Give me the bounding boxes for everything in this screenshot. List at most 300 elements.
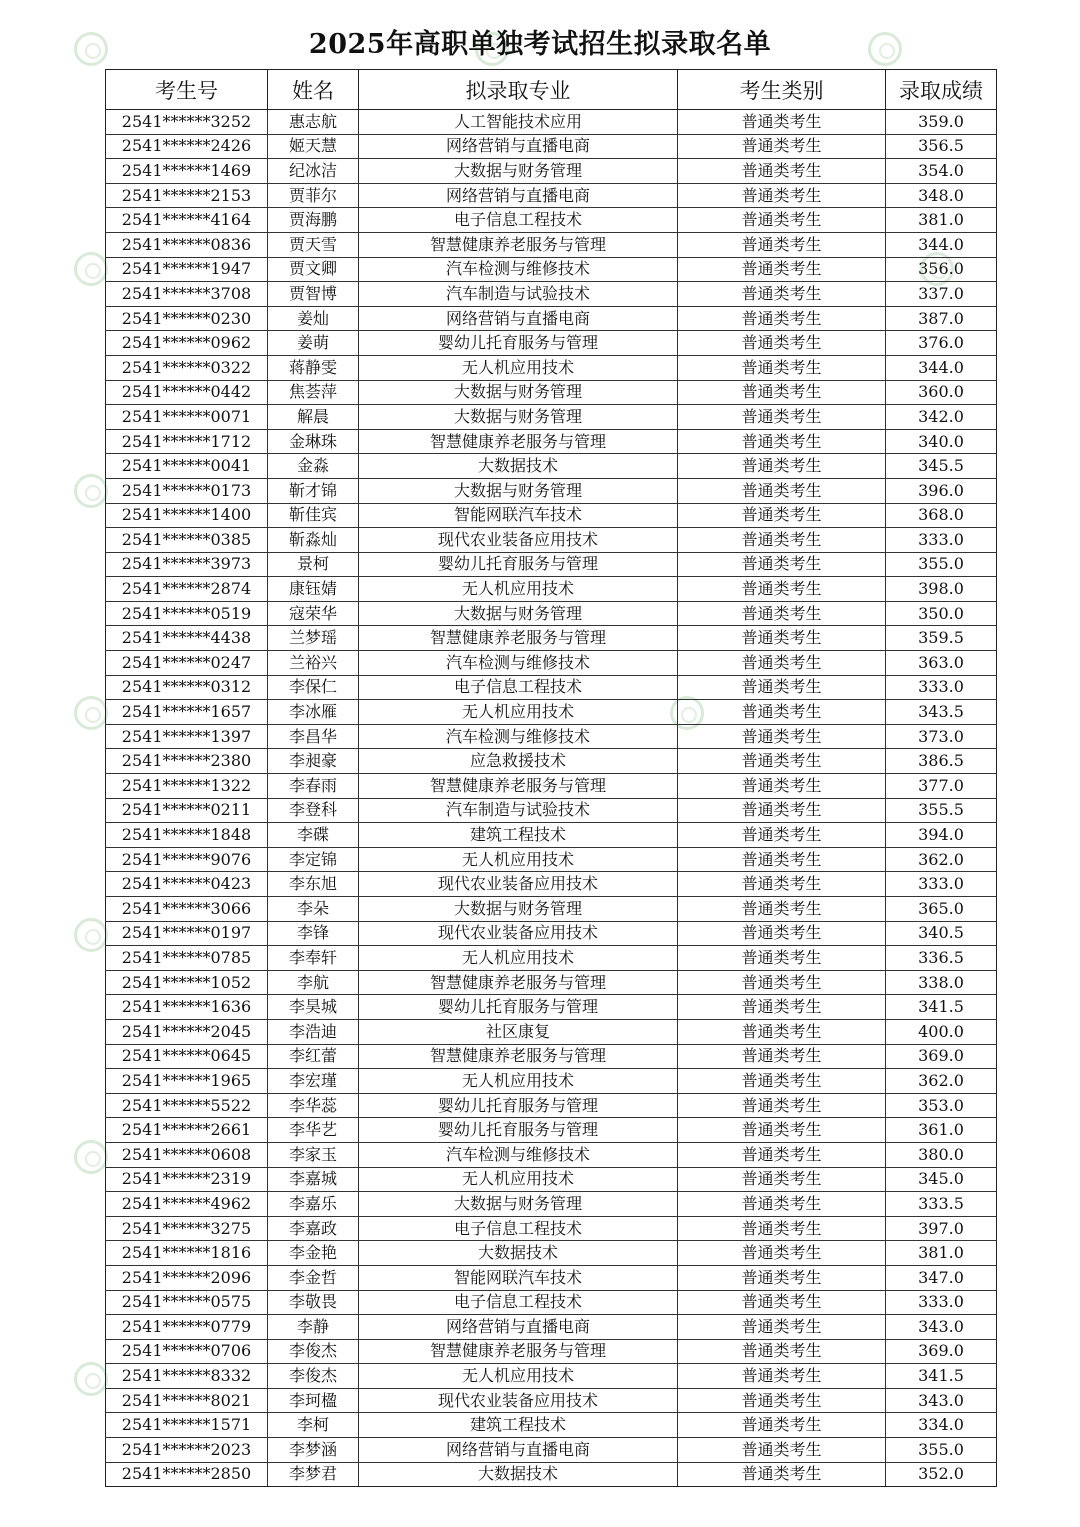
score-cell: 333.0 [886, 528, 997, 553]
major-cell: 智慧健康养老服务与管理 [359, 970, 678, 995]
table-row [106, 700, 997, 725]
major-cell: 大数据与财务管理 [359, 478, 678, 503]
major-cell: 无人机应用技术 [359, 1364, 678, 1389]
name-cell: 靳淼灿 [268, 528, 359, 553]
exam-number-cell: 2541******2850 [106, 1462, 268, 1487]
column-header-name: 姓名 [268, 70, 359, 110]
exam-number-cell: 2541******8332 [106, 1364, 268, 1389]
table-row [106, 823, 997, 848]
score-cell: 362.0 [886, 847, 997, 872]
major-cell: 无人机应用技术 [359, 946, 678, 971]
category-cell: 普通类考生 [678, 601, 886, 626]
category-cell: 普通类考生 [678, 1044, 886, 1069]
category-cell: 普通类考生 [678, 1438, 886, 1463]
score-cell: 340.0 [886, 429, 997, 454]
exam-number-cell: 2541******2096 [106, 1265, 268, 1290]
score-cell: 380.0 [886, 1142, 997, 1167]
name-cell: 李锋 [268, 921, 359, 946]
major-cell: 婴幼儿托育服务与管理 [359, 995, 678, 1020]
exam-number-cell: 2541******3973 [106, 552, 268, 577]
score-cell: 350.0 [886, 601, 997, 626]
category-cell: 普通类考生 [678, 405, 886, 430]
exam-number-cell: 2541******0608 [106, 1142, 268, 1167]
score-cell: 397.0 [886, 1216, 997, 1241]
score-cell: 348.0 [886, 183, 997, 208]
category-cell: 普通类考生 [678, 380, 886, 405]
score-cell: 400.0 [886, 1019, 997, 1044]
name-cell: 寇荣华 [268, 601, 359, 626]
table-row [106, 995, 997, 1020]
table-row [106, 306, 997, 331]
table-row [106, 355, 997, 380]
major-cell: 建筑工程技术 [359, 1413, 678, 1438]
table-row [106, 1019, 997, 1044]
table-body [106, 110, 997, 1487]
table-row [106, 675, 997, 700]
major-cell: 无人机应用技术 [359, 847, 678, 872]
name-cell: 惠志航 [268, 110, 359, 135]
category-cell: 普通类考生 [678, 454, 886, 479]
table-row [106, 1241, 997, 1266]
category-cell: 普通类考生 [678, 651, 886, 676]
table-row [106, 257, 997, 282]
score-cell: 377.0 [886, 774, 997, 799]
table-row [106, 528, 997, 553]
category-cell: 普通类考生 [678, 159, 886, 184]
category-cell: 普通类考生 [678, 257, 886, 282]
exam-number-cell: 2541******2661 [106, 1118, 268, 1143]
category-cell: 普通类考生 [678, 1290, 886, 1315]
score-cell: 347.0 [886, 1265, 997, 1290]
name-cell: 靳佳宾 [268, 503, 359, 528]
major-cell: 现代农业装备应用技术 [359, 921, 678, 946]
score-cell: 376.0 [886, 331, 997, 356]
exam-number-cell: 2541******2023 [106, 1438, 268, 1463]
exam-number-cell: 2541******1947 [106, 257, 268, 282]
score-cell: 342.0 [886, 405, 997, 430]
major-cell: 应急救援技术 [359, 749, 678, 774]
exam-number-cell: 2541******1965 [106, 1069, 268, 1094]
exam-number-cell: 2541******1636 [106, 995, 268, 1020]
exam-number-cell: 2541******0706 [106, 1339, 268, 1364]
score-cell: 369.0 [886, 1339, 997, 1364]
major-cell: 大数据与财务管理 [359, 897, 678, 922]
exam-number-cell: 2541******2045 [106, 1019, 268, 1044]
name-cell: 李俊杰 [268, 1339, 359, 1364]
major-cell: 无人机应用技术 [359, 700, 678, 725]
major-cell: 大数据与财务管理 [359, 1192, 678, 1217]
name-cell: 金淼 [268, 454, 359, 479]
score-cell: 381.0 [886, 1241, 997, 1266]
table-row [106, 183, 997, 208]
page-title: 2025年高职单独考试招生拟录取名单 [308, 29, 772, 60]
exam-number-cell: 2541******0785 [106, 946, 268, 971]
table-row [106, 110, 997, 135]
score-cell: 355.5 [886, 798, 997, 823]
major-cell: 汽车制造与试验技术 [359, 282, 678, 307]
score-cell: 356.5 [886, 134, 997, 159]
watermark-seal-icon [74, 1362, 108, 1396]
category-cell: 普通类考生 [678, 774, 886, 799]
major-cell: 大数据与财务管理 [359, 159, 678, 184]
name-cell: 李冰雁 [268, 700, 359, 725]
exam-number-cell: 2541******3066 [106, 897, 268, 922]
score-cell: 341.5 [886, 1364, 997, 1389]
name-cell: 李俊杰 [268, 1364, 359, 1389]
exam-number-cell: 2541******0645 [106, 1044, 268, 1069]
exam-number-cell: 2541******3708 [106, 282, 268, 307]
exam-number-cell: 2541******0423 [106, 872, 268, 897]
table-row [106, 1044, 997, 1069]
name-cell: 纪冰洁 [268, 159, 359, 184]
watermark-seal-icon [74, 696, 108, 730]
score-cell: 333.0 [886, 872, 997, 897]
major-cell: 建筑工程技术 [359, 823, 678, 848]
major-cell: 电子信息工程技术 [359, 208, 678, 233]
table-row [106, 429, 997, 454]
name-cell: 李碟 [268, 823, 359, 848]
exam-number-cell: 2541******0211 [106, 798, 268, 823]
exam-number-cell: 2541******0385 [106, 528, 268, 553]
score-cell: 381.0 [886, 208, 997, 233]
admission-list-table [105, 69, 997, 1487]
major-cell: 现代农业装备应用技术 [359, 1388, 678, 1413]
name-cell: 李金哲 [268, 1265, 359, 1290]
exam-number-cell: 2541******1052 [106, 970, 268, 995]
name-cell: 李珂楹 [268, 1388, 359, 1413]
category-cell: 普通类考生 [678, 183, 886, 208]
major-cell: 无人机应用技术 [359, 577, 678, 602]
name-cell: 贾菲尔 [268, 183, 359, 208]
name-cell: 金琳珠 [268, 429, 359, 454]
exam-number-cell: 2541******0247 [106, 651, 268, 676]
exam-number-cell: 2541******0962 [106, 331, 268, 356]
category-cell: 普通类考生 [678, 429, 886, 454]
category-cell: 普通类考生 [678, 675, 886, 700]
major-cell: 网络营销与直播电商 [359, 306, 678, 331]
major-cell: 无人机应用技术 [359, 1167, 678, 1192]
table-row [106, 331, 997, 356]
exam-number-cell: 2541******2380 [106, 749, 268, 774]
score-cell: 356.0 [886, 257, 997, 282]
major-cell: 婴幼儿托育服务与管理 [359, 331, 678, 356]
name-cell: 李昌华 [268, 724, 359, 749]
name-cell: 李柯 [268, 1413, 359, 1438]
category-cell: 普通类考生 [678, 724, 886, 749]
category-cell: 普通类考生 [678, 478, 886, 503]
name-cell: 康钰婧 [268, 577, 359, 602]
table-row [106, 651, 997, 676]
exam-number-cell: 2541******0041 [106, 454, 268, 479]
name-cell: 李航 [268, 970, 359, 995]
category-cell: 普通类考生 [678, 823, 886, 848]
major-cell: 大数据技术 [359, 454, 678, 479]
table-row [106, 749, 997, 774]
name-cell: 蒋静雯 [268, 355, 359, 380]
name-cell: 李昊城 [268, 995, 359, 1020]
exam-number-cell: 2541******1816 [106, 1241, 268, 1266]
major-cell: 汽车检测与维修技术 [359, 651, 678, 676]
category-cell: 普通类考生 [678, 1339, 886, 1364]
category-cell: 普通类考生 [678, 306, 886, 331]
table-row [106, 1339, 997, 1364]
column-header-category: 考生类别 [678, 70, 886, 110]
name-cell: 李春雨 [268, 774, 359, 799]
major-cell: 现代农业装备应用技术 [359, 872, 678, 897]
score-cell: 352.0 [886, 1462, 997, 1487]
exam-number-cell: 2541******0197 [106, 921, 268, 946]
score-cell: 343.5 [886, 700, 997, 725]
major-cell: 婴幼儿托育服务与管理 [359, 552, 678, 577]
name-cell: 贾文卿 [268, 257, 359, 282]
score-cell: 343.0 [886, 1315, 997, 1340]
table-row [106, 454, 997, 479]
major-cell: 大数据与财务管理 [359, 601, 678, 626]
column-header-score: 录取成绩 [886, 70, 997, 110]
category-cell: 普通类考生 [678, 1167, 886, 1192]
table-row [106, 380, 997, 405]
category-cell: 普通类考生 [678, 946, 886, 971]
table-row [106, 208, 997, 233]
table-row [106, 847, 997, 872]
name-cell: 靳才锦 [268, 478, 359, 503]
table-row [106, 774, 997, 799]
major-cell: 现代农业装备应用技术 [359, 528, 678, 553]
exam-number-cell: 2541******0442 [106, 380, 268, 405]
score-cell: 361.0 [886, 1118, 997, 1143]
name-cell: 兰梦瑶 [268, 626, 359, 651]
score-cell: 396.0 [886, 478, 997, 503]
score-cell: 353.0 [886, 1093, 997, 1118]
major-cell: 婴幼儿托育服务与管理 [359, 1093, 678, 1118]
table-row [106, 232, 997, 257]
major-cell: 网络营销与直播电商 [359, 183, 678, 208]
table-row [106, 1315, 997, 1340]
category-cell: 普通类考生 [678, 700, 886, 725]
exam-number-cell: 2541******1397 [106, 724, 268, 749]
exam-number-cell: 2541******0575 [106, 1290, 268, 1315]
table-row [106, 577, 997, 602]
score-cell: 365.0 [886, 897, 997, 922]
category-cell: 普通类考生 [678, 970, 886, 995]
score-cell: 344.0 [886, 232, 997, 257]
major-cell: 智慧健康养老服务与管理 [359, 1339, 678, 1364]
major-cell: 汽车检测与维修技术 [359, 257, 678, 282]
table-row [106, 626, 997, 651]
name-cell: 李朵 [268, 897, 359, 922]
name-cell: 李浩迪 [268, 1019, 359, 1044]
name-cell: 姜灿 [268, 306, 359, 331]
category-cell: 普通类考生 [678, 552, 886, 577]
table-row [106, 1265, 997, 1290]
score-cell: 333.0 [886, 1290, 997, 1315]
table-row [106, 134, 997, 159]
exam-number-cell: 2541******1400 [106, 503, 268, 528]
table-row [106, 798, 997, 823]
exam-number-cell: 2541******0071 [106, 405, 268, 430]
major-cell: 大数据技术 [359, 1241, 678, 1266]
exam-number-cell: 2541******5522 [106, 1093, 268, 1118]
table-row [106, 1388, 997, 1413]
score-cell: 355.0 [886, 552, 997, 577]
score-cell: 334.0 [886, 1413, 997, 1438]
name-cell: 李宏瑾 [268, 1069, 359, 1094]
score-cell: 341.5 [886, 995, 997, 1020]
major-cell: 智慧健康养老服务与管理 [359, 626, 678, 651]
name-cell: 李金艳 [268, 1241, 359, 1266]
exam-number-cell: 2541******0173 [106, 478, 268, 503]
score-cell: 359.5 [886, 626, 997, 651]
name-cell: 李华艺 [268, 1118, 359, 1143]
table-row [106, 478, 997, 503]
name-cell: 李红蕾 [268, 1044, 359, 1069]
exam-number-cell: 2541******9076 [106, 847, 268, 872]
category-cell: 普通类考生 [678, 232, 886, 257]
category-cell: 普通类考生 [678, 995, 886, 1020]
table-row [106, 921, 997, 946]
name-cell: 李敬畏 [268, 1290, 359, 1315]
table-row [106, 1069, 997, 1094]
category-cell: 普通类考生 [678, 577, 886, 602]
name-cell: 李梦涵 [268, 1438, 359, 1463]
category-cell: 普通类考生 [678, 1069, 886, 1094]
major-cell: 人工智能技术应用 [359, 110, 678, 135]
exam-number-cell: 2541******4164 [106, 208, 268, 233]
category-cell: 普通类考生 [678, 282, 886, 307]
score-cell: 336.5 [886, 946, 997, 971]
exam-number-cell: 2541******1848 [106, 823, 268, 848]
table-row [106, 1216, 997, 1241]
major-cell: 社区康复 [359, 1019, 678, 1044]
score-cell: 337.0 [886, 282, 997, 307]
major-cell: 婴幼儿托育服务与管理 [359, 1118, 678, 1143]
name-cell: 贾天雪 [268, 232, 359, 257]
category-cell: 普通类考生 [678, 1118, 886, 1143]
score-cell: 355.0 [886, 1438, 997, 1463]
score-cell: 338.0 [886, 970, 997, 995]
score-cell: 340.5 [886, 921, 997, 946]
name-cell: 景柯 [268, 552, 359, 577]
name-cell: 李奉轩 [268, 946, 359, 971]
major-cell: 电子信息工程技术 [359, 1290, 678, 1315]
score-cell: 373.0 [886, 724, 997, 749]
exam-number-cell: 2541******3252 [106, 110, 268, 135]
category-cell: 普通类考生 [678, 134, 886, 159]
major-cell: 电子信息工程技术 [359, 1216, 678, 1241]
table-row [106, 552, 997, 577]
name-cell: 李昶豪 [268, 749, 359, 774]
score-cell: 363.0 [886, 651, 997, 676]
category-cell: 普通类考生 [678, 1265, 886, 1290]
column-header-exam-number: 考生号 [106, 70, 268, 110]
score-cell: 359.0 [886, 110, 997, 135]
score-cell: 333.0 [886, 675, 997, 700]
table-row [106, 1364, 997, 1389]
table-row [106, 1462, 997, 1487]
category-cell: 普通类考生 [678, 1093, 886, 1118]
name-cell: 李东旭 [268, 872, 359, 897]
category-cell: 普通类考生 [678, 1413, 886, 1438]
table-row [106, 897, 997, 922]
category-cell: 普通类考生 [678, 1192, 886, 1217]
category-cell: 普通类考生 [678, 1364, 886, 1389]
table-row [106, 1438, 997, 1463]
exam-number-cell: 2541******2319 [106, 1167, 268, 1192]
table-row [106, 1118, 997, 1143]
category-cell: 普通类考生 [678, 355, 886, 380]
major-cell: 智能网联汽车技术 [359, 503, 678, 528]
major-cell: 汽车检测与维修技术 [359, 724, 678, 749]
major-cell: 网络营销与直播电商 [359, 1315, 678, 1340]
table-row [106, 724, 997, 749]
name-cell: 李静 [268, 1315, 359, 1340]
exam-number-cell: 2541******2426 [106, 134, 268, 159]
major-cell: 汽车制造与试验技术 [359, 798, 678, 823]
name-cell: 贾智博 [268, 282, 359, 307]
table-row [106, 1290, 997, 1315]
name-cell: 焦荟萍 [268, 380, 359, 405]
name-cell: 兰裕兴 [268, 651, 359, 676]
exam-number-cell: 2541******0312 [106, 675, 268, 700]
category-cell: 普通类考生 [678, 626, 886, 651]
exam-number-cell: 2541******0322 [106, 355, 268, 380]
exam-number-cell: 2541******3275 [106, 1216, 268, 1241]
table-row [106, 503, 997, 528]
category-cell: 普通类考生 [678, 749, 886, 774]
table-row [106, 405, 997, 430]
category-cell: 普通类考生 [678, 897, 886, 922]
category-cell: 普通类考生 [678, 528, 886, 553]
watermark-seal-icon [74, 474, 108, 508]
category-cell: 普通类考生 [678, 503, 886, 528]
name-cell: 李梦君 [268, 1462, 359, 1487]
score-cell: 386.5 [886, 749, 997, 774]
exam-number-cell: 2541******0230 [106, 306, 268, 331]
score-cell: 345.5 [886, 454, 997, 479]
category-cell: 普通类考生 [678, 847, 886, 872]
score-cell: 368.0 [886, 503, 997, 528]
table-row [106, 1413, 997, 1438]
score-cell: 360.0 [886, 380, 997, 405]
score-cell: 354.0 [886, 159, 997, 184]
exam-number-cell: 2541******4962 [106, 1192, 268, 1217]
score-cell: 394.0 [886, 823, 997, 848]
major-cell: 网络营销与直播电商 [359, 1438, 678, 1463]
major-cell: 大数据与财务管理 [359, 405, 678, 430]
category-cell: 普通类考生 [678, 1216, 886, 1241]
watermark-seal-icon [74, 918, 108, 952]
exam-number-cell: 2541******1469 [106, 159, 268, 184]
name-cell: 姬天慧 [268, 134, 359, 159]
name-cell: 贾海鹏 [268, 208, 359, 233]
category-cell: 普通类考生 [678, 798, 886, 823]
exam-number-cell: 2541******1571 [106, 1413, 268, 1438]
major-cell: 无人机应用技术 [359, 355, 678, 380]
table-header-row [106, 70, 997, 110]
exam-number-cell: 2541******0836 [106, 232, 268, 257]
exam-number-cell: 2541******1322 [106, 774, 268, 799]
table-row [106, 601, 997, 626]
table-row [106, 1167, 997, 1192]
major-cell: 智能网联汽车技术 [359, 1265, 678, 1290]
table-row [106, 946, 997, 971]
major-cell: 汽车检测与维修技术 [359, 1142, 678, 1167]
category-cell: 普通类考生 [678, 1142, 886, 1167]
score-cell: 344.0 [886, 355, 997, 380]
name-cell: 姜萌 [268, 331, 359, 356]
score-cell: 345.0 [886, 1167, 997, 1192]
major-cell: 智慧健康养老服务与管理 [359, 429, 678, 454]
